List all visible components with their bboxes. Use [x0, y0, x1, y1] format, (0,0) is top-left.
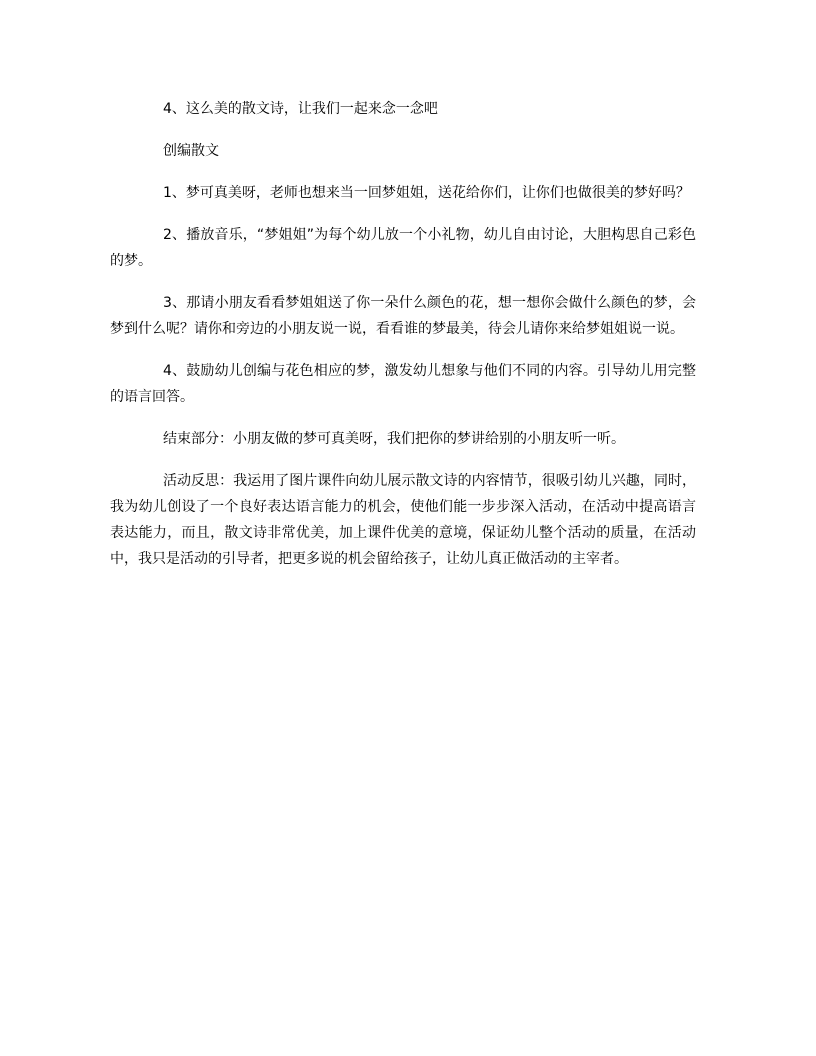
paragraph-step-1: 1、梦可真美呀，老师也想来当一回梦姐姐，送花给你们，让你们也做很美的梦好吗？	[163, 185, 690, 201]
paragraph-conclusion: 结束部分：小朋友做的梦可真美呀，我们把你的梦讲给别的小朋友听一听。	[163, 431, 625, 447]
paragraph-reflection: 活动反思：我运用了图片课件向幼儿展示散文诗的内容情节，很吸引幼儿兴趣，同时，我为幼儿创设了一个良好表达语言能力的机会，使他们能一步步深入活动，在活动中提高语言表达能力，而且，散文诗非常优美，加上课件优美的意境，保证幼儿整个活动的质量，在活动中，我只是活动的引导者，把更多说的机会留给孩子，让幼儿真正做活动的主宰者。	[110, 473, 696, 567]
paragraph-step-3: 3、那请小朋友看看梦姐姐送了你一朵什么颜色的花，想一想你会做什么颜色的梦，会梦到什么呢？请你和旁边的小朋友说一说，看看谁的梦最美，待会儿请你来给梦姐姐说一说。	[110, 295, 696, 337]
paragraph-recite-poem: 4、这么美的散文诗，让我们一起来念一念吧	[163, 101, 438, 117]
paragraph-step-4: 4、鼓励幼儿创编与花色相应的梦，激发幼儿想象与他们不同的内容。引导幼儿用完整的语言回答。	[110, 363, 696, 405]
document-body	[110, 96, 696, 588]
section-heading-create-prose: 创编散文	[163, 143, 219, 159]
paragraph-step-2: 2、播放音乐，“梦姐姐”为每个幼儿放一个小礼物，幼儿自由讨论，大胆构思自己彩色的梦。	[110, 227, 696, 269]
